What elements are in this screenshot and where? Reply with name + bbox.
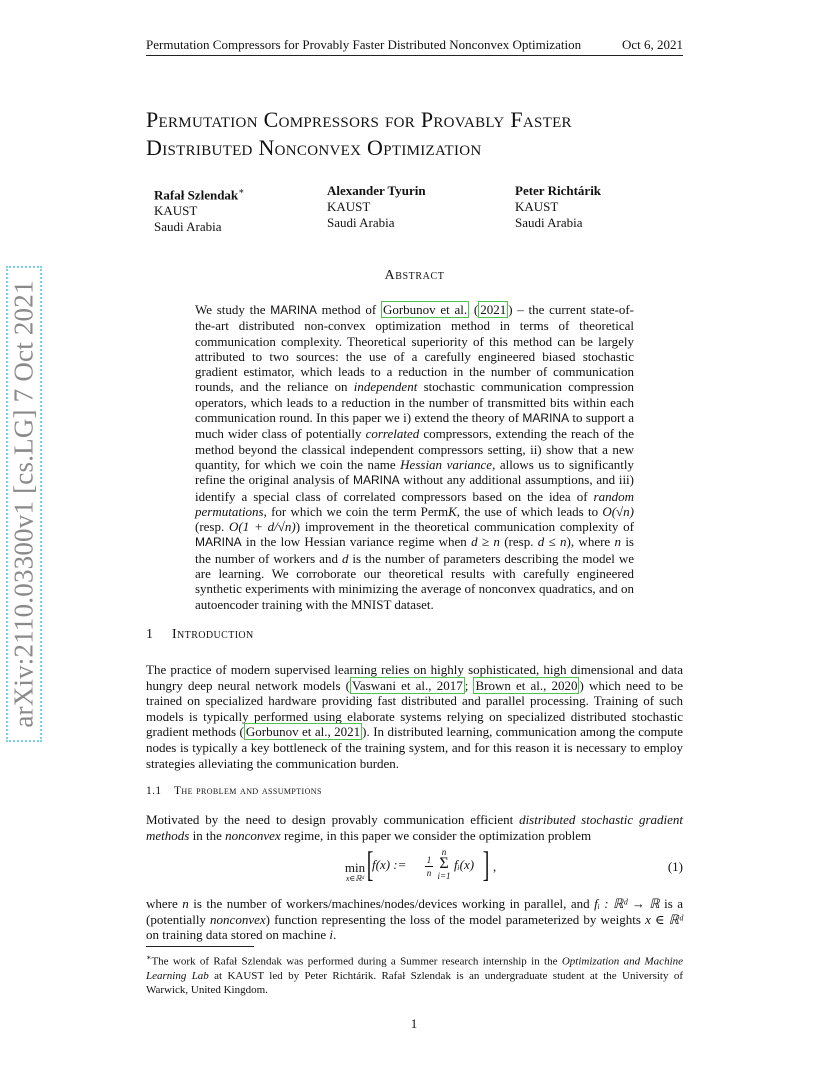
section-title: Introduction: [172, 627, 254, 642]
author-2: [327, 183, 426, 231]
author-country: Saudi Arabia: [154, 219, 222, 235]
abstract-body: We study the MARINA method of Gorbunov et al. ( 2021 ) – the current state-of-the-art distributed non-convex optimization method in terms of theoretical communication complexity. Theoretical superiority of this method can be largely attributed to two sources: the use of a carefully engineered biased stochastic gradient estimator, which leads to a reduction in the number of communication rounds, and the reliance on independent stochastic communication compression operators, which leads to a reduction in the number of transmitted bits within each communication round. In this paper we i) extend the theory of MARINA to support a much wider class of potentially correlated compressors, extending the reach of the method beyond the classical independent compressors setting, ii) show that a new quantity, for which we coin the name Hessian variance, allows us to significantly refine the original analysis of MARINA without any additional assumptions, and iii) identify a special class of correlated compressors based on the idea of random permutations, for which we coin the term PermK, the use of which leads to O(√n) (resp. O(1 + d/√n)) improvement in the theoretical communication complexity of MARINA in the low Hessian variance regime when d ≥ n (resp. d ≤ n), where n is the number of workers and d is the number of parameters describing the model we are learning. We corroborate our theoretical results with carefully engineered synthetic experiments with minimizing the average of nonconvex quadratics, and on autoencoder training with the MNIST dataset.: [195, 302, 635, 612]
math-o-sqrt-n: O(√n): [602, 503, 634, 519]
equation-min: min x∈ℝᵈ: [340, 860, 370, 883]
subsection-title: The problem and assumptions: [174, 785, 322, 797]
author-name: Alexander Tyurin: [327, 183, 426, 198]
equation-sum: n Σ i=1: [437, 847, 451, 881]
author-affiliation: KAUST: [515, 199, 559, 214]
subsection-number: 1.1: [146, 785, 162, 797]
citation-link[interactable]: Gorbunov et al.: [382, 302, 468, 317]
abstract-heading: Abstract: [384, 268, 445, 283]
paper-title: [146, 106, 706, 162]
equation-trail: ,: [493, 859, 497, 874]
running-header: [146, 37, 683, 56]
running-header-date: Oct 6, 2021: [621, 37, 683, 52]
motivation-paragraph: Motivated by the need to design provably communication efficient distributed stochastic gradient methods in the nonconvex regime, in this paper we consider the optimization problem: [146, 812, 683, 843]
author-name: Peter Richtárik: [515, 183, 602, 198]
subsection-heading: [146, 785, 322, 797]
author-affiliation: KAUST: [327, 199, 371, 214]
section-number: 1: [146, 627, 154, 642]
section-heading-introduction: [146, 627, 254, 643]
equation-fraction: 1 n: [426, 855, 432, 878]
author-3: [515, 183, 601, 231]
citation-link[interactable]: Vaswani et al., 2017: [351, 677, 463, 693]
author-affiliation: KAUST: [154, 203, 198, 219]
footnote: ∗The work of Rafał Szlendak was performed during a Summer research internship in the Optimization and Machine Learning Lab at KAUST led by Peter Richtárik. Rafał Szlendak is an undergraduate student at the University of Warwick, United Kingdom.: [146, 953, 684, 996]
paper-title-line-2: Distributed Nonconvex Optimization: [146, 135, 482, 160]
page-number: 1: [410, 1016, 418, 1031]
equation-label: (1): [667, 859, 683, 874]
citation-link[interactable]: Brown et al., 2020: [475, 677, 578, 693]
equation-min-subscript: x∈ℝᵈ: [345, 874, 365, 883]
author-country: Saudi Arabia: [515, 215, 583, 230]
citation-link[interactable]: Gorbunov et al., 2021: [245, 724, 361, 740]
math-o-resp: O(1 + d/√n): [229, 519, 296, 535]
paper-title-line-1: Permutation Compressors for Provably Faster: [146, 107, 572, 132]
author-footnote-mark[interactable]: ∗: [238, 186, 245, 196]
author-1: [154, 183, 244, 235]
author-name: Rafał Szlendak: [154, 187, 239, 203]
introduction-paragraph: The practice of modern supervised learning relies on highly sophisticated, high dimensional and data hungry deep neural network models ( Vaswani et al., 2017 ; Brown et al., 2020 ) which need to be trained on specialized hardware providing fast distributed and parallel processing. Training of such models is typically performed using elaborate systems relying on specialized distributed stochastic gradient methods ( Gorbunov et al., 2021 ). In distributed learning, communication among the compute nodes is typically a key bottleneck of the training system, and for this reason it is necessary to employ strategies alleviating the communication burden.: [146, 662, 684, 771]
equation-lhs: f(x) :=: [372, 857, 407, 872]
arxiv-stamp[interactable]: [0, 266, 48, 746]
marina-name: MARINA: [270, 303, 317, 317]
citation-year-link[interactable]: 2021: [480, 302, 507, 317]
arxiv-stamp-text[interactable]: arXiv:2110.03300v1 [cs.LG] 7 Oct 2021: [8, 280, 39, 728]
post-equation-paragraph: where n is the number of workers/machines/nodes/devices working in parallel, and fᵢ : ℝᵈ → ℝ is a (potentially nonconvex) function representing the loss of the model parameterized by weights x ∈ ℝᵈ on training data stored on machine i.: [146, 896, 683, 943]
equation-1: [146, 842, 683, 892]
footnote-mark: ∗: [146, 953, 152, 962]
footnote-rule: [146, 946, 254, 947]
running-header-title: Permutation Compressors for Provably Faster Distributed Nonconvex Optimization: [146, 37, 582, 52]
right-bracket: ]: [482, 844, 490, 884]
author-country: Saudi Arabia: [327, 215, 395, 230]
equation-term: fᵢ(x): [454, 857, 475, 872]
left-bracket: [: [366, 844, 374, 884]
